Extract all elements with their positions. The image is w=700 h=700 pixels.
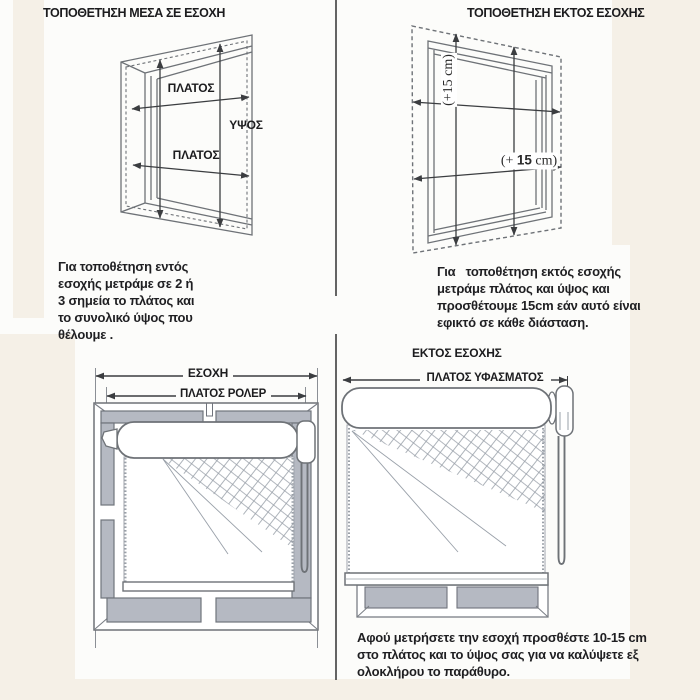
outside-recess-subtitle: ΕΚΤΟΣ ΕΣΟΧΗΣ xyxy=(412,346,502,360)
roller-outside-recess-drawing xyxy=(342,376,573,617)
roller-width-label: ΠΛΑΤΟΣ ΡΟΛΕΡ xyxy=(179,388,267,400)
fabric-width-label: ΠΛΑΤΟΣ ΥΦΑΣΜΑΤΟΣ xyxy=(426,372,544,384)
height-label: ΥΨΟΣ xyxy=(229,118,263,132)
width-label-bottom: ΠΛΑΤΟΣ xyxy=(172,148,220,162)
inside-recess-caption xyxy=(58,258,194,343)
title-inside-recess: ΤΟΠΟΘΕΤΗΣΗ ΜΕΣΑ ΣΕ ΕΣΟΧΗ xyxy=(43,6,225,20)
width-plus-15cm-label xyxy=(500,153,558,170)
caption-line: εφικτό σε κάθε διάσταση. xyxy=(437,315,589,330)
caption-line: εσοχής μετράμε σε 2 ή xyxy=(58,276,194,291)
width-plus-prefix: (+ xyxy=(500,153,517,169)
bottom-bar xyxy=(123,582,294,591)
bottom-caption xyxy=(357,629,647,680)
roller-tube xyxy=(342,388,551,428)
roller-tube xyxy=(117,422,298,458)
window-sill xyxy=(357,585,548,617)
width-label-top: ΠΛΑΤΟΣ xyxy=(167,81,215,95)
caption-line: το συνολικό ύψος που xyxy=(58,310,193,325)
caption-line: στο πλάτος και το ύψος σας για να καλύψετε εξ xyxy=(357,647,639,662)
caption-line: Αφού μετρήσετε την εσοχή προσθέστε 10-15 cm xyxy=(357,630,647,645)
width-plus-suffix: cm) xyxy=(531,153,558,169)
width-plus-value: 15 xyxy=(516,152,532,168)
control-end-cap xyxy=(556,386,573,436)
chain-loop xyxy=(559,436,565,564)
roller-in-recess-drawing xyxy=(94,368,318,648)
window-outside-recess-drawing xyxy=(412,26,561,253)
recess-label: ΕΣΟΧΗ xyxy=(187,366,229,380)
caption-line: ολοκλήρου το παράθυρο. xyxy=(357,664,510,679)
caption-line: θέλουμε . xyxy=(58,327,114,342)
height-plus-15cm-label: (+15 cm) xyxy=(441,54,456,106)
control-end-cap xyxy=(297,421,315,463)
title-outside-recess: ΤΟΠΟΘΕΤΗΣΗ ΕΚΤΟΣ ΕΣΟΧΗΣ xyxy=(467,6,645,20)
caption-line: 3 σημεία το πλάτος και xyxy=(58,293,195,308)
caption-line: προσθέτουμε 15cm εάν αυτό είναι xyxy=(437,298,641,313)
outside-recess-caption xyxy=(437,263,641,331)
caption-line: μετράμε πλάτος και ύψος και xyxy=(437,281,610,296)
caption-line: Για τοποθέτηση εκτός εσοχής xyxy=(437,264,621,279)
window-inside-recess-drawing xyxy=(121,35,252,235)
caption-line: Για τοποθέτηση εντός xyxy=(58,259,189,274)
